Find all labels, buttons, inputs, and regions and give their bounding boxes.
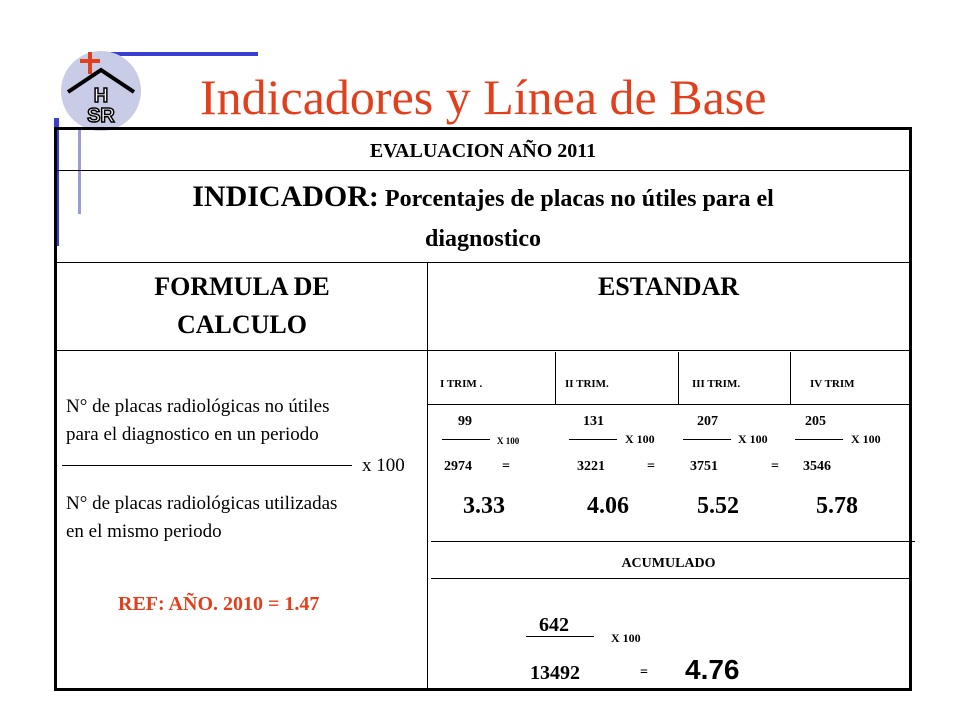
- q1-result: 3.33: [463, 493, 505, 519]
- slide-title: Indicadores y Línea de Base: [200, 69, 767, 125]
- quarter-label: IV TRIM: [810, 378, 855, 390]
- q2-equals: =: [647, 459, 655, 474]
- q3-fraction-bar: [683, 439, 731, 440]
- q4-fraction-bar: [795, 439, 843, 440]
- quarter-header-divider: [428, 404, 909, 405]
- indicator-row: [57, 180, 909, 216]
- accumulated-times: X 100: [611, 631, 641, 645]
- q2-numerator: 131: [583, 414, 604, 429]
- formula-multiplier: x 100: [362, 455, 405, 476]
- hsr-logo: [58, 48, 144, 134]
- q2-times: X 100: [625, 432, 655, 446]
- indicator-text: Porcentajes de placas no útiles para el: [378, 186, 774, 212]
- q3-result: 5.52: [697, 493, 739, 519]
- indicator-text-line-2: diagnostico: [424, 226, 541, 252]
- formula-denominator-2: en el mismo periodo: [66, 521, 222, 542]
- row-divider: [57, 262, 909, 263]
- q1-times: X 100: [497, 436, 520, 446]
- row-divider: [57, 350, 909, 351]
- accumulated-denominator: 13492: [530, 662, 580, 684]
- logo-letter-h: H: [93, 85, 109, 107]
- quarter-label: II TRIM.: [565, 378, 609, 390]
- accumulated-fraction-bar: [526, 636, 594, 637]
- q1-denominator: 2974: [444, 459, 472, 474]
- q4-numerator: 205: [805, 414, 826, 429]
- table-header: EVALUACION AÑO 2011: [369, 140, 597, 162]
- col-standard-header: ESTANDAR: [597, 272, 740, 301]
- quarter-label: III TRIM.: [692, 378, 741, 390]
- reference-value: REF: AÑO. 2010 = 1.47: [118, 593, 320, 615]
- indicator-label: INDICADOR:: [192, 180, 379, 213]
- q3-equals: =: [771, 459, 779, 474]
- col-formula-header-1: FORMULA DE: [154, 272, 330, 301]
- accumulated-equals: =: [640, 665, 648, 680]
- column-divider: [427, 262, 428, 688]
- formula-numerator-2: para el diagnostico en un periodo: [66, 424, 319, 445]
- q1-numerator: 99: [458, 414, 472, 429]
- quarter-divider: [678, 352, 679, 404]
- q1-fraction-bar: [442, 439, 490, 440]
- quarter-divider: [790, 352, 791, 404]
- q2-fraction-bar: [569, 439, 617, 440]
- q1-equals: =: [502, 459, 510, 474]
- quarter-label: I TRIM .: [440, 378, 483, 390]
- accumulated-result: 4.76: [685, 654, 740, 685]
- q2-result: 4.06: [587, 493, 629, 519]
- q4-denominator: 3546: [803, 459, 831, 474]
- q2-denominator: 3221: [577, 459, 605, 474]
- col-formula-header-2: CALCULO: [176, 310, 307, 339]
- row-divider: [57, 170, 909, 171]
- q3-times: X 100: [738, 432, 768, 446]
- accumulated-top-divider: [431, 541, 915, 542]
- accumulated-numerator: 642: [539, 614, 569, 636]
- q3-numerator: 207: [697, 414, 718, 429]
- q4-times: X 100: [851, 432, 881, 446]
- formula-denominator-1: N° de placas radiológicas utilizadas: [66, 493, 338, 514]
- formula-numerator-1: N° de placas radiológicas no útiles: [66, 396, 330, 417]
- fraction-bar: [62, 465, 352, 466]
- q3-denominator: 3751: [690, 459, 718, 474]
- accumulated-bottom-divider: [431, 578, 909, 579]
- accumulated-label: ACUMULADO: [621, 556, 716, 571]
- quarter-divider: [555, 352, 556, 404]
- q4-result: 5.78: [816, 493, 858, 519]
- logo-letters-sr: SR: [87, 105, 115, 127]
